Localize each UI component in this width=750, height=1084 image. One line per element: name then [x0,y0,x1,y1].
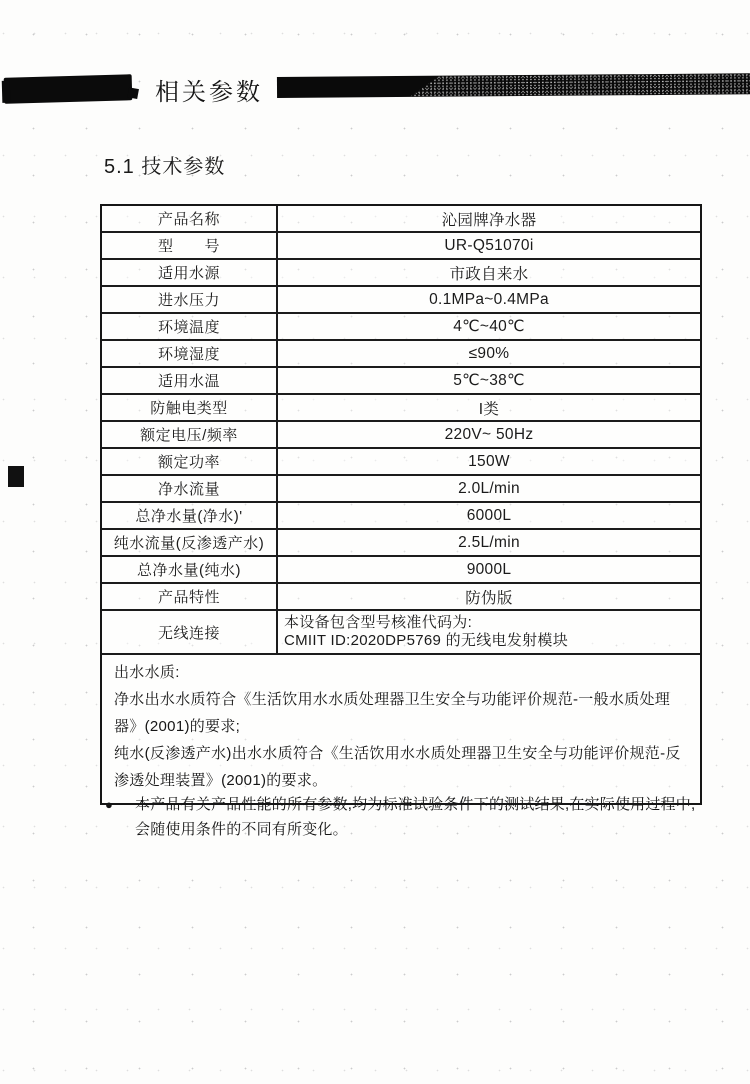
spec-value: 6000L [466,506,512,524]
spec-value: 市政自来水 [449,265,529,283]
scan-artifact-square [8,466,24,487]
spec-value: 2.0L/min [458,479,520,497]
redacted-chapter-badge [4,74,133,104]
spec-label: 额定功率 [102,449,278,474]
table-row [102,368,700,395]
spec-value-line: CMIIT ID:2020DP5769 的无线电发射模块 [284,632,569,649]
spec-label: 环境湿度 [102,341,278,366]
spec-label: 无线连接 [102,611,278,653]
spec-label: 总净水量(纯水) [102,557,278,582]
table-row [102,476,700,503]
spec-label: 产品名称 [102,206,278,231]
table-row [102,557,700,584]
spec-value: UR-Q51070i [444,236,534,254]
spec-value: 220V~ 50Hz [444,425,534,443]
spec-value-line: 本设备包含型号核准代码为: [284,614,473,631]
water-quality-line: 净水出水水质符合《生活饮用水水质处理器卫生安全与功能评价规范-一般水质处理器》(2001)的要求; [114,691,671,735]
page-title: 相关参数 [155,79,263,106]
spec-label: 额定电压/频率 [102,422,278,447]
table-row [102,233,700,260]
footnote-text: 本产品有关产品性能的所有参数,均为标准试验条件下的测试结果,在实际使用过程中,会随使用条件的不同有所变化。 [135,796,696,838]
table-row [102,260,700,287]
spec-value: 防伪版 [465,589,513,607]
spec-value: 4℃~40℃ [453,318,525,335]
spec-label: 总净水量(净水)' [102,503,278,528]
table-row [102,503,700,530]
table-row [102,341,700,368]
header-rule-bar [277,73,750,98]
spec-label: 适用水温 [102,368,278,393]
spec-label: 净水流量 [102,476,278,501]
footnote [105,792,705,842]
spec-label: 防触电类型 [102,395,278,420]
spec-value: 9000L [466,560,512,578]
spec-value: I类 [478,400,500,418]
spec-label: 适用水源 [102,260,278,285]
bullet-icon: ● [105,797,113,812]
water-quality-cell [102,655,700,803]
spec-value: 2.5L/min [458,533,520,551]
spec-value: 0.1MPa~0.4MPa [429,290,549,308]
table-row [102,314,700,341]
table-row [102,530,700,557]
section-title: 5.1 技术参数 [104,156,226,178]
spec-label: 进水压力 [102,287,278,312]
spec-label: 环境温度 [102,314,278,339]
spec-value: 150W [468,452,510,470]
spec-table [100,204,702,805]
table-row [102,584,700,611]
table-row [102,611,700,655]
table-row [102,449,700,476]
water-quality-line: 出水水质: [114,664,180,681]
spec-label: 产品特性 [102,584,278,609]
table-row [102,422,700,449]
spec-label: 纯水流量(反渗透产水) [102,530,278,555]
water-quality-line: 纯水(反渗透产水)出水水质符合《生活饮用水水质处理器卫生安全与功能评价规范-反渗透处理装置》(2001)的要求。 [114,745,681,789]
spec-table-rows [102,206,700,655]
table-row [102,395,700,422]
spec-value: 5℃~38℃ [453,372,525,389]
spec-value: ≤90% [468,344,510,362]
spec-value [278,611,700,653]
table-row [102,287,700,314]
spec-label: 型 号 [102,233,278,258]
table-row [102,206,700,233]
spec-value: 沁园牌净水器 [441,211,537,229]
